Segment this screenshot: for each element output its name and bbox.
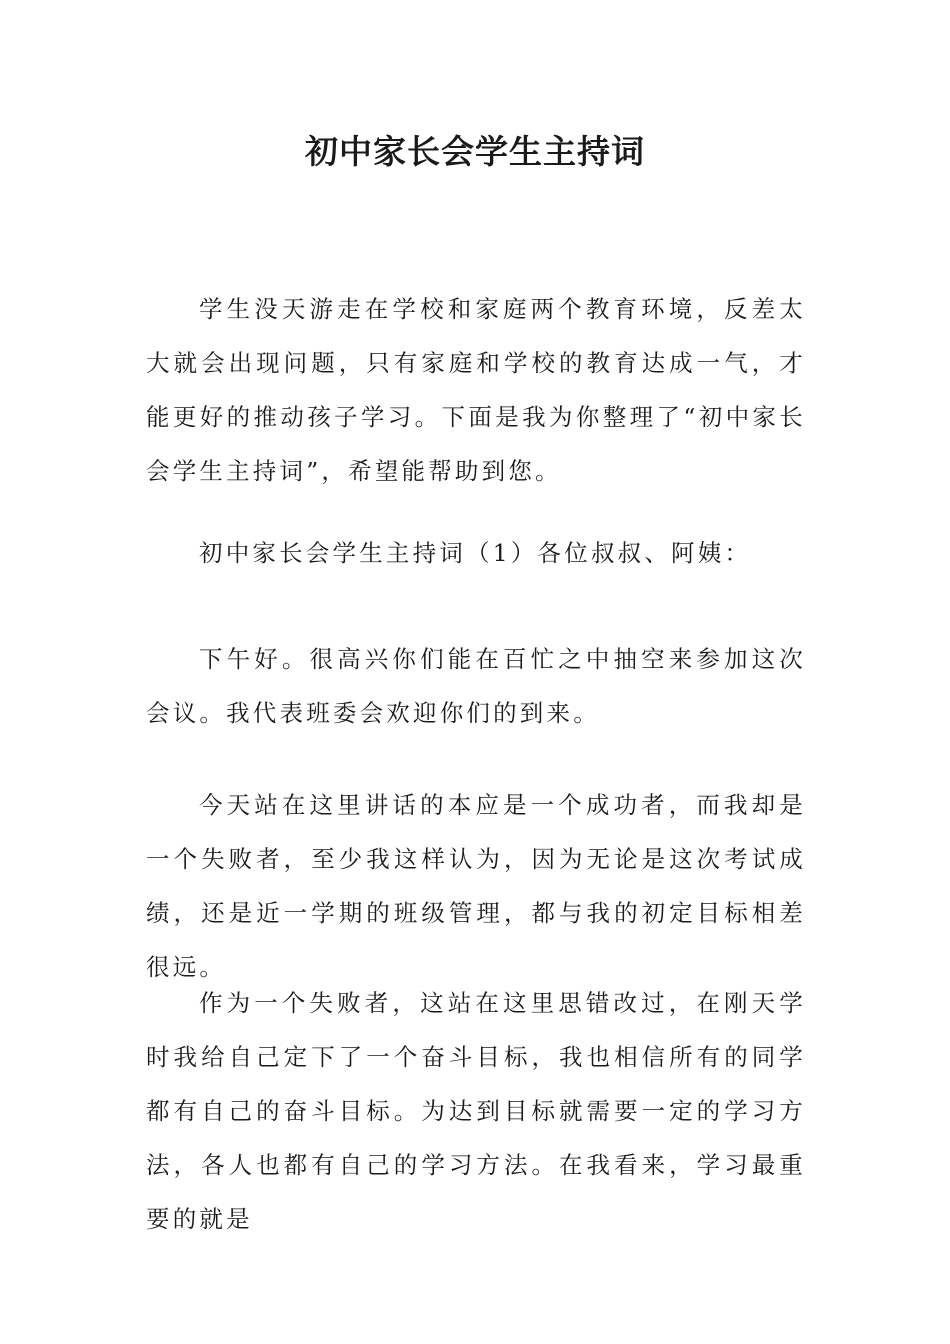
document-title: 初中家长会学生主持词 xyxy=(305,132,645,171)
paragraph-welcome: 下午好。很高兴你们能在百忙之中抽空来参加这次会议。我代表班委会欢迎你们的到来。 xyxy=(146,645,806,727)
paragraph-reflection: 今天站在这里讲话的本应是一个成功者，而我却是一个失败者，至少我这样认为，因为无论是这次考试成绩，还是近一学期的班级管理，都与我的初定目标相差很远。 xyxy=(146,791,806,981)
paragraph-greeting: 初中家长会学生主持词（1）各位叔叔、阿姨： xyxy=(199,539,752,567)
paragraph-intro: 学生没天游走在学校和家庭两个教育环境，反差太大就会出现问题，只有家庭和学校的教育达成一气，才能更好的推动孩子学习。下面是我为你整理了“初中家长会学生主持词”，希望能帮助到您。 xyxy=(146,295,806,485)
paragraph-goals: 作为一个失败者，这站在这里思错改过，在刚天学时我给自己定下了一个奋斗目标，我也相信所有的同学都有自己的奋斗目标。为达到目标就需要一定的学习方法，各人也都有自己的学习方法。在我看来，学习最重要的就是 xyxy=(146,989,806,1233)
